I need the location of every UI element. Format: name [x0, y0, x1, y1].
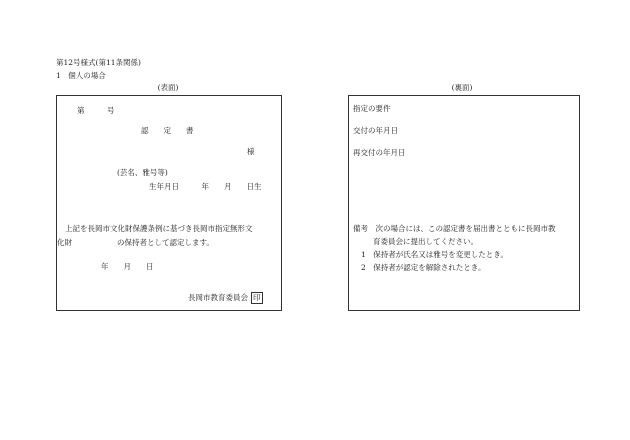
remarks-item-1: 1 保持者が氏名又は雅号を変更したとき。 [361, 250, 508, 259]
remarks-item-2: 2 保持者が認定を解除されたとき。 [361, 263, 486, 272]
certificate-back-panel [348, 95, 580, 311]
issuer-name: 長岡市教育委員会 [188, 293, 248, 302]
stage-name-label: (芸名、雅号等) [117, 168, 168, 177]
recipient-honorific: 様 [247, 147, 255, 156]
requirements-label: 指定の要件 [353, 104, 391, 113]
remarks-line1: 備考 次の場合には、この認定書を届出書とともに長岡市教 [353, 224, 556, 233]
form-number: 第12号様式(第11条関係) [56, 58, 141, 67]
issue-date-line: 年 月 日 [101, 262, 154, 271]
seal-mark: 印 [253, 293, 261, 302]
certificate-front-panel [56, 95, 282, 311]
reissue-date-label: 再交付の年月日 [353, 148, 406, 157]
remarks-line2: 育委員会に提出してください。 [373, 237, 478, 246]
certification-text-line2: 化財 の保持者として認定します。 [57, 238, 214, 247]
back-side-label: (裏面) [451, 83, 473, 92]
certification-text-line1: 上記を長岡市文化財保護条例に基づき長岡市指定無形文 [65, 224, 253, 233]
issue-date-label: 交付の年月日 [353, 126, 398, 135]
front-side-label: (表面) [157, 83, 179, 92]
certificate-title: 認 定 書 [141, 126, 194, 135]
issuer-line [188, 292, 263, 304]
certificate-number: 第 号 [77, 106, 115, 115]
section-title: 1 個人の場合 [56, 71, 106, 80]
birth-date-line: 生年月日 年 月 日生 [149, 182, 262, 191]
